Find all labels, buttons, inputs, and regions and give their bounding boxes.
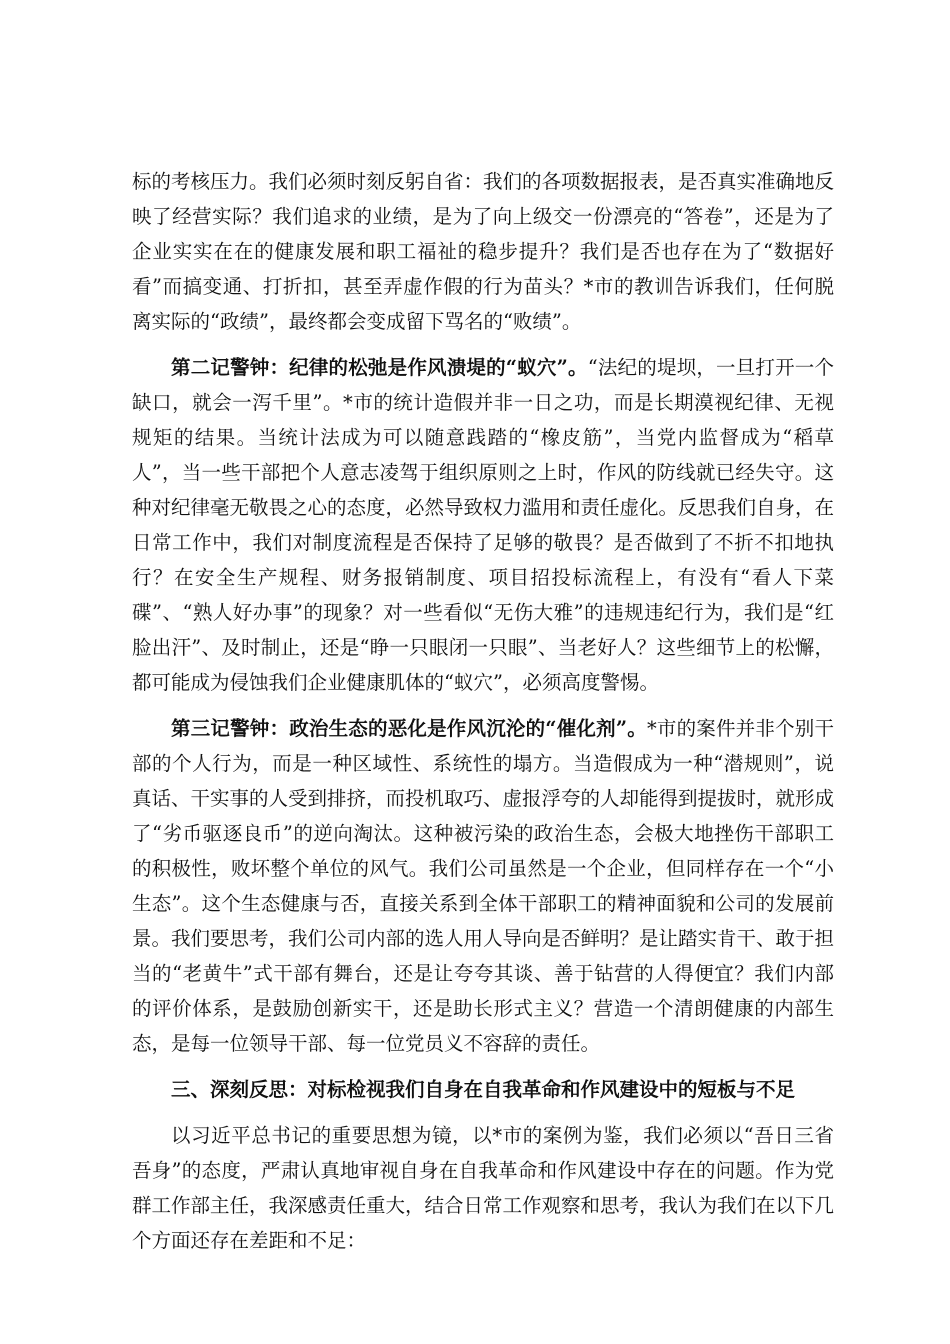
document-body xyxy=(132,164,834,1269)
paragraph-third-alarm xyxy=(132,711,834,1061)
section-heading: 三、深刻反思：对标检视我们自身在自我革命和作风建设中的短板与不足 xyxy=(171,1078,796,1101)
paragraph-lead-bold: 第三记警钟：政治生态的恶化是作风沉沦的“催化剂”。 xyxy=(171,717,647,740)
paragraph-second-alarm xyxy=(132,350,834,700)
paragraph-text: “法纪的堤坝，一旦打开一个缺口，就会一泻千里”。*市的统计造假并非一日之功，而是长期漠视纪律、无视规矩的结果。当统计法成为可以随意践踏的“橡皮筋”，当党内监督成为“稻草人”，当一些干部把个人意志凌驾于组织原则之上时，作风的防线就已经失守。这种对纪律毫无敬畏之心的态度，必然导致权力滥用和责任虚化。反思我们自身，在日常工作中，我们对制度流程是否保持了足够的敬畏？是否做到了不折不扣地执行？在安全生产规程、财务报销制度、项目招投标流程上，有没有“看人下菜碟”、“熟人好办事”的现象？对一些看似“无伤大雅”的违规违纪行为，我们是“红脸出汗”、及时制止，还是“睁一只眼闭一只眼”、当老好人？这些细节上的松懈，都可能成为侵蚀我们企业健康肌体的“蚁穴”，必须高度警惕。 xyxy=(132,356,835,694)
paragraph-lead-bold: 第二记警钟：纪律的松弛是作风溃堤的“蚁穴”。 xyxy=(171,356,588,379)
paragraph-continuation xyxy=(132,164,834,339)
paragraph-text: 标的考核压力。我们必须时刻反躬自省：我们的各项数据报表，是否真实准确地反映了经营实际？我们追求的业绩，是为了向上级交一份漂亮的“答卷”，还是为了企业实实在在的健康发展和职工福祉的稳步提升？我们是否也存在为了“数据好看”而搞变通、打折扣，甚至弄虚作假的行为苗头？*市的教训告诉我们，任何脱离实际的“政绩”，最终都会变成留下骂名的“败绩”。 xyxy=(132,170,835,333)
paragraph-text: *市的案件并非个别干部的个人行为，而是一种区域性、系统性的塌方。当造假成为一种“潜规则”，说真话、干实事的人受到排挤，而投机取巧、虚报浮夸的人却能得到提拔时，就形成了“劣币驱逐良币”的逆向淘汰。这种被污染的政治生态，会极大地挫伤干部职工的积极性，败坏整个单位的风气。我们公司虽然是一个企业，但同样存在一个“小生态”。这个生态健康与否，直接关系到全体干部职工的精神面貌和公司的发展前景。我们要思考，我们公司内部的选人用人导向是否鲜明？是让踏实肯干、敢于担当的“老黄牛”式干部有舞台，还是让夸夸其谈、善于钻营的人得便宜？我们内部的评价体系，是鼓励创新实干，还是助长形式主义？营造一个清朗健康的内部生态，是每一位领导干部、每一位党员义不容辞的责任。 xyxy=(132,717,835,1055)
paragraph-closing: 以习近平总书记的重要思想为镜，以*市的案例为鉴，我们必须以“吾日三省吾身”的态度，严肃认真地审视自身在自我革命和作风建设中存在的问题。作为党群工作部主任，我深感责任重大，结合日常工作观察和思考，我认为我们在以下几个方面还存在差距和不足： xyxy=(132,1124,835,1252)
